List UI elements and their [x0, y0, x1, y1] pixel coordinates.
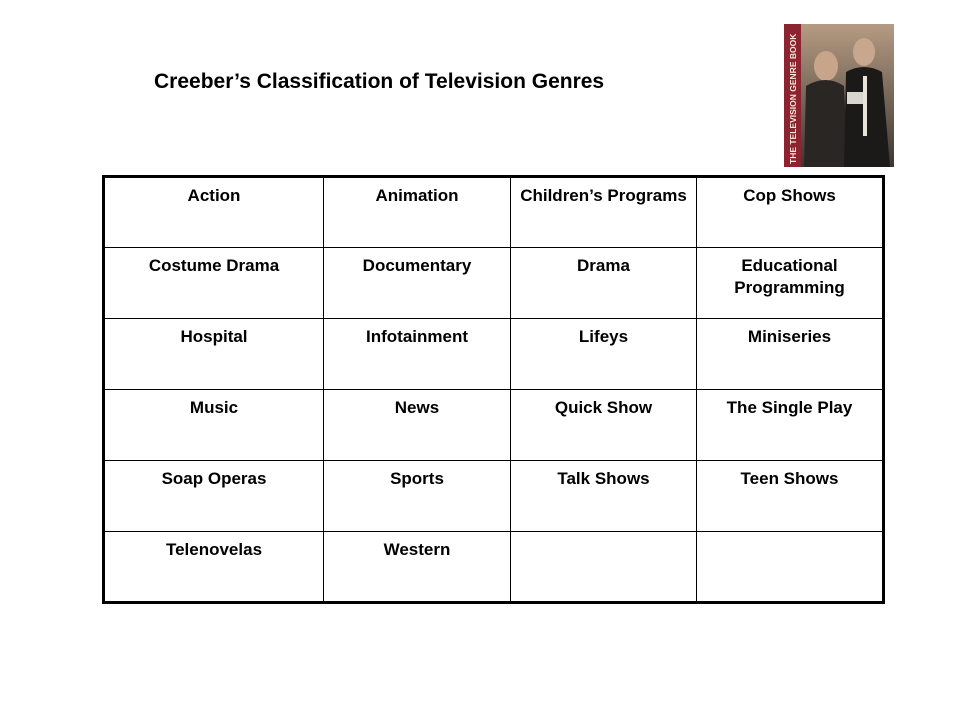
genre-cell: Miniseries [697, 319, 884, 390]
genre-cell: Teen Shows [697, 461, 884, 532]
table-row [104, 177, 884, 248]
genre-cell [697, 532, 884, 603]
genre-cell: Talk Shows [511, 461, 697, 532]
genre-cell: Western [324, 532, 511, 603]
genre-cell: Soap Operas [104, 461, 324, 532]
genre-cell [511, 532, 697, 603]
genre-cell: Children’s Programs [511, 177, 697, 248]
table-row [104, 248, 884, 319]
table-row [104, 319, 884, 390]
table-row [104, 532, 884, 603]
genre-table [102, 175, 885, 604]
genre-cell: Animation [324, 177, 511, 248]
genre-cell: News [324, 390, 511, 461]
genre-cell: Cop Shows [697, 177, 884, 248]
genre-cell: Lifeys [511, 319, 697, 390]
genre-cell: Action [104, 177, 324, 248]
genre-cell: Costume Drama [104, 248, 324, 319]
table-row [104, 390, 884, 461]
genre-cell: Hospital [104, 319, 324, 390]
genre-cell: The Single Play [697, 390, 884, 461]
page-title: Creeber’s Classification of Television Genres [154, 70, 605, 93]
genre-cell: Telenovelas [104, 532, 324, 603]
book-cover-image [784, 24, 894, 167]
book-spine-text: THE TELEVISION GENRE BOOK [788, 33, 798, 164]
genre-cell: Documentary [324, 248, 511, 319]
genre-cell: Quick Show [511, 390, 697, 461]
genre-cell: Educational Programming [697, 248, 884, 319]
genre-cell: Music [104, 390, 324, 461]
genre-cell: Sports [324, 461, 511, 532]
genre-cell: Infotainment [324, 319, 511, 390]
table-row [104, 461, 884, 532]
genre-cell: Drama [511, 248, 697, 319]
